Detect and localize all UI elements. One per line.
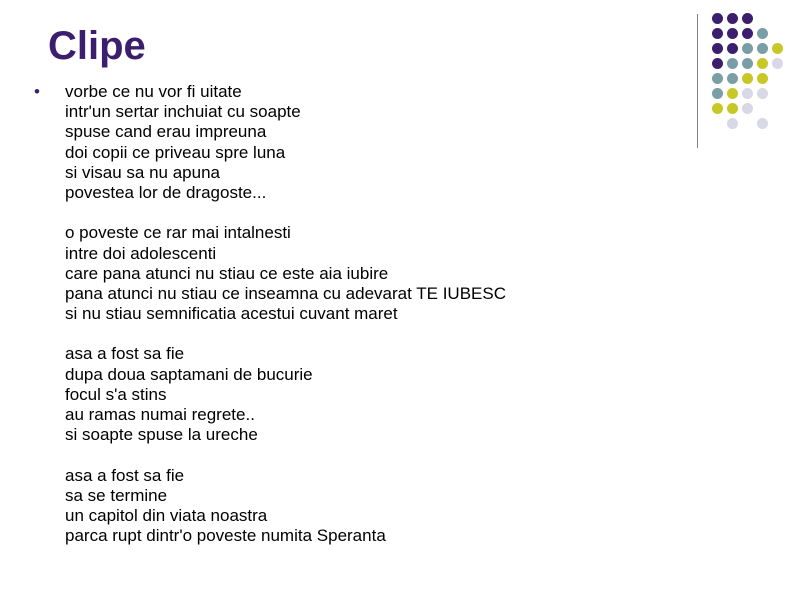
decorative-dot	[757, 58, 768, 69]
decorative-dot	[727, 28, 738, 39]
poem-text	[65, 82, 506, 546]
decorative-dot	[727, 73, 738, 84]
poem-line: au ramas numai regrete..	[65, 405, 255, 424]
decorative-dot	[727, 88, 738, 99]
decorative-dot	[712, 88, 723, 99]
decorative-dot	[772, 43, 783, 54]
bullet-icon: •	[34, 82, 40, 101]
decorative-dot	[712, 13, 723, 24]
poem-line: o poveste ce rar mai intalnesti	[65, 223, 291, 243]
poem-line: si visau sa nu apuna	[65, 162, 220, 182]
decorative-dot	[742, 28, 753, 39]
decorative-dot	[757, 43, 768, 54]
decorative-dot	[727, 43, 738, 54]
poem-line: spuse cand erau impreuna	[65, 122, 267, 142]
poem-line: asa a fost sa fie	[65, 465, 185, 485]
poem-line	[65, 203, 506, 223]
poem-line: povestea lor de dragoste...	[65, 182, 267, 202]
decorative-dot	[757, 73, 768, 84]
decorative-dot	[712, 43, 723, 54]
poem-line: care pana atunci nu stiau ce este aia iubire	[65, 263, 389, 283]
decorative-dot	[742, 43, 753, 54]
poem-line: dupa doua saptamani de bucurie	[65, 364, 313, 384]
poem-line: si soapte spuse la ureche	[65, 425, 258, 445]
decorative-dot	[712, 103, 723, 114]
poem-line	[65, 324, 506, 344]
decorative-dot	[727, 118, 738, 129]
poem-line: intre doi adolescenti	[65, 243, 217, 263]
decorative-dot	[727, 58, 738, 69]
decorative-dot	[712, 28, 723, 39]
decorative-dot	[742, 88, 753, 99]
decorative-dot	[712, 58, 723, 69]
decorative-dot	[727, 13, 738, 24]
poem-line: asa a fost sa fie	[65, 344, 185, 364]
decorative-dot	[742, 58, 753, 69]
decorative-dot	[757, 118, 768, 129]
decorative-dot	[757, 88, 768, 99]
poem-line: doi copii ce priveau spre luna	[65, 142, 286, 162]
poem-line: vorbe ce nu vor fi uitate	[65, 82, 242, 101]
poem-line: pana atunci nu stiau ce inseamna cu adevarat TE IUBESC	[65, 283, 506, 303]
slide-title: Clipe	[48, 24, 146, 68]
decorative-dot	[727, 103, 738, 114]
poem-line: sa se termine	[65, 485, 168, 505]
poem-line: si nu stiau semnificatia acestui cuvant maret	[65, 304, 398, 324]
decorative-dot	[712, 73, 723, 84]
poem-line: parca rupt dintr'o poveste numita Speranta	[65, 526, 386, 546]
poem-line: un capitol din viata noastra	[65, 505, 268, 525]
decorative-divider-line	[697, 14, 698, 148]
decorative-dot	[757, 28, 768, 39]
poem-line	[65, 445, 506, 465]
decorative-dot	[742, 73, 753, 84]
decorative-dot	[742, 13, 753, 24]
decorative-dot	[772, 58, 783, 69]
poem-line: focul s'a stins	[65, 384, 167, 404]
decorative-dot	[742, 103, 753, 114]
poem-line: intr'un sertar inchuiat cu soapte	[65, 102, 301, 122]
